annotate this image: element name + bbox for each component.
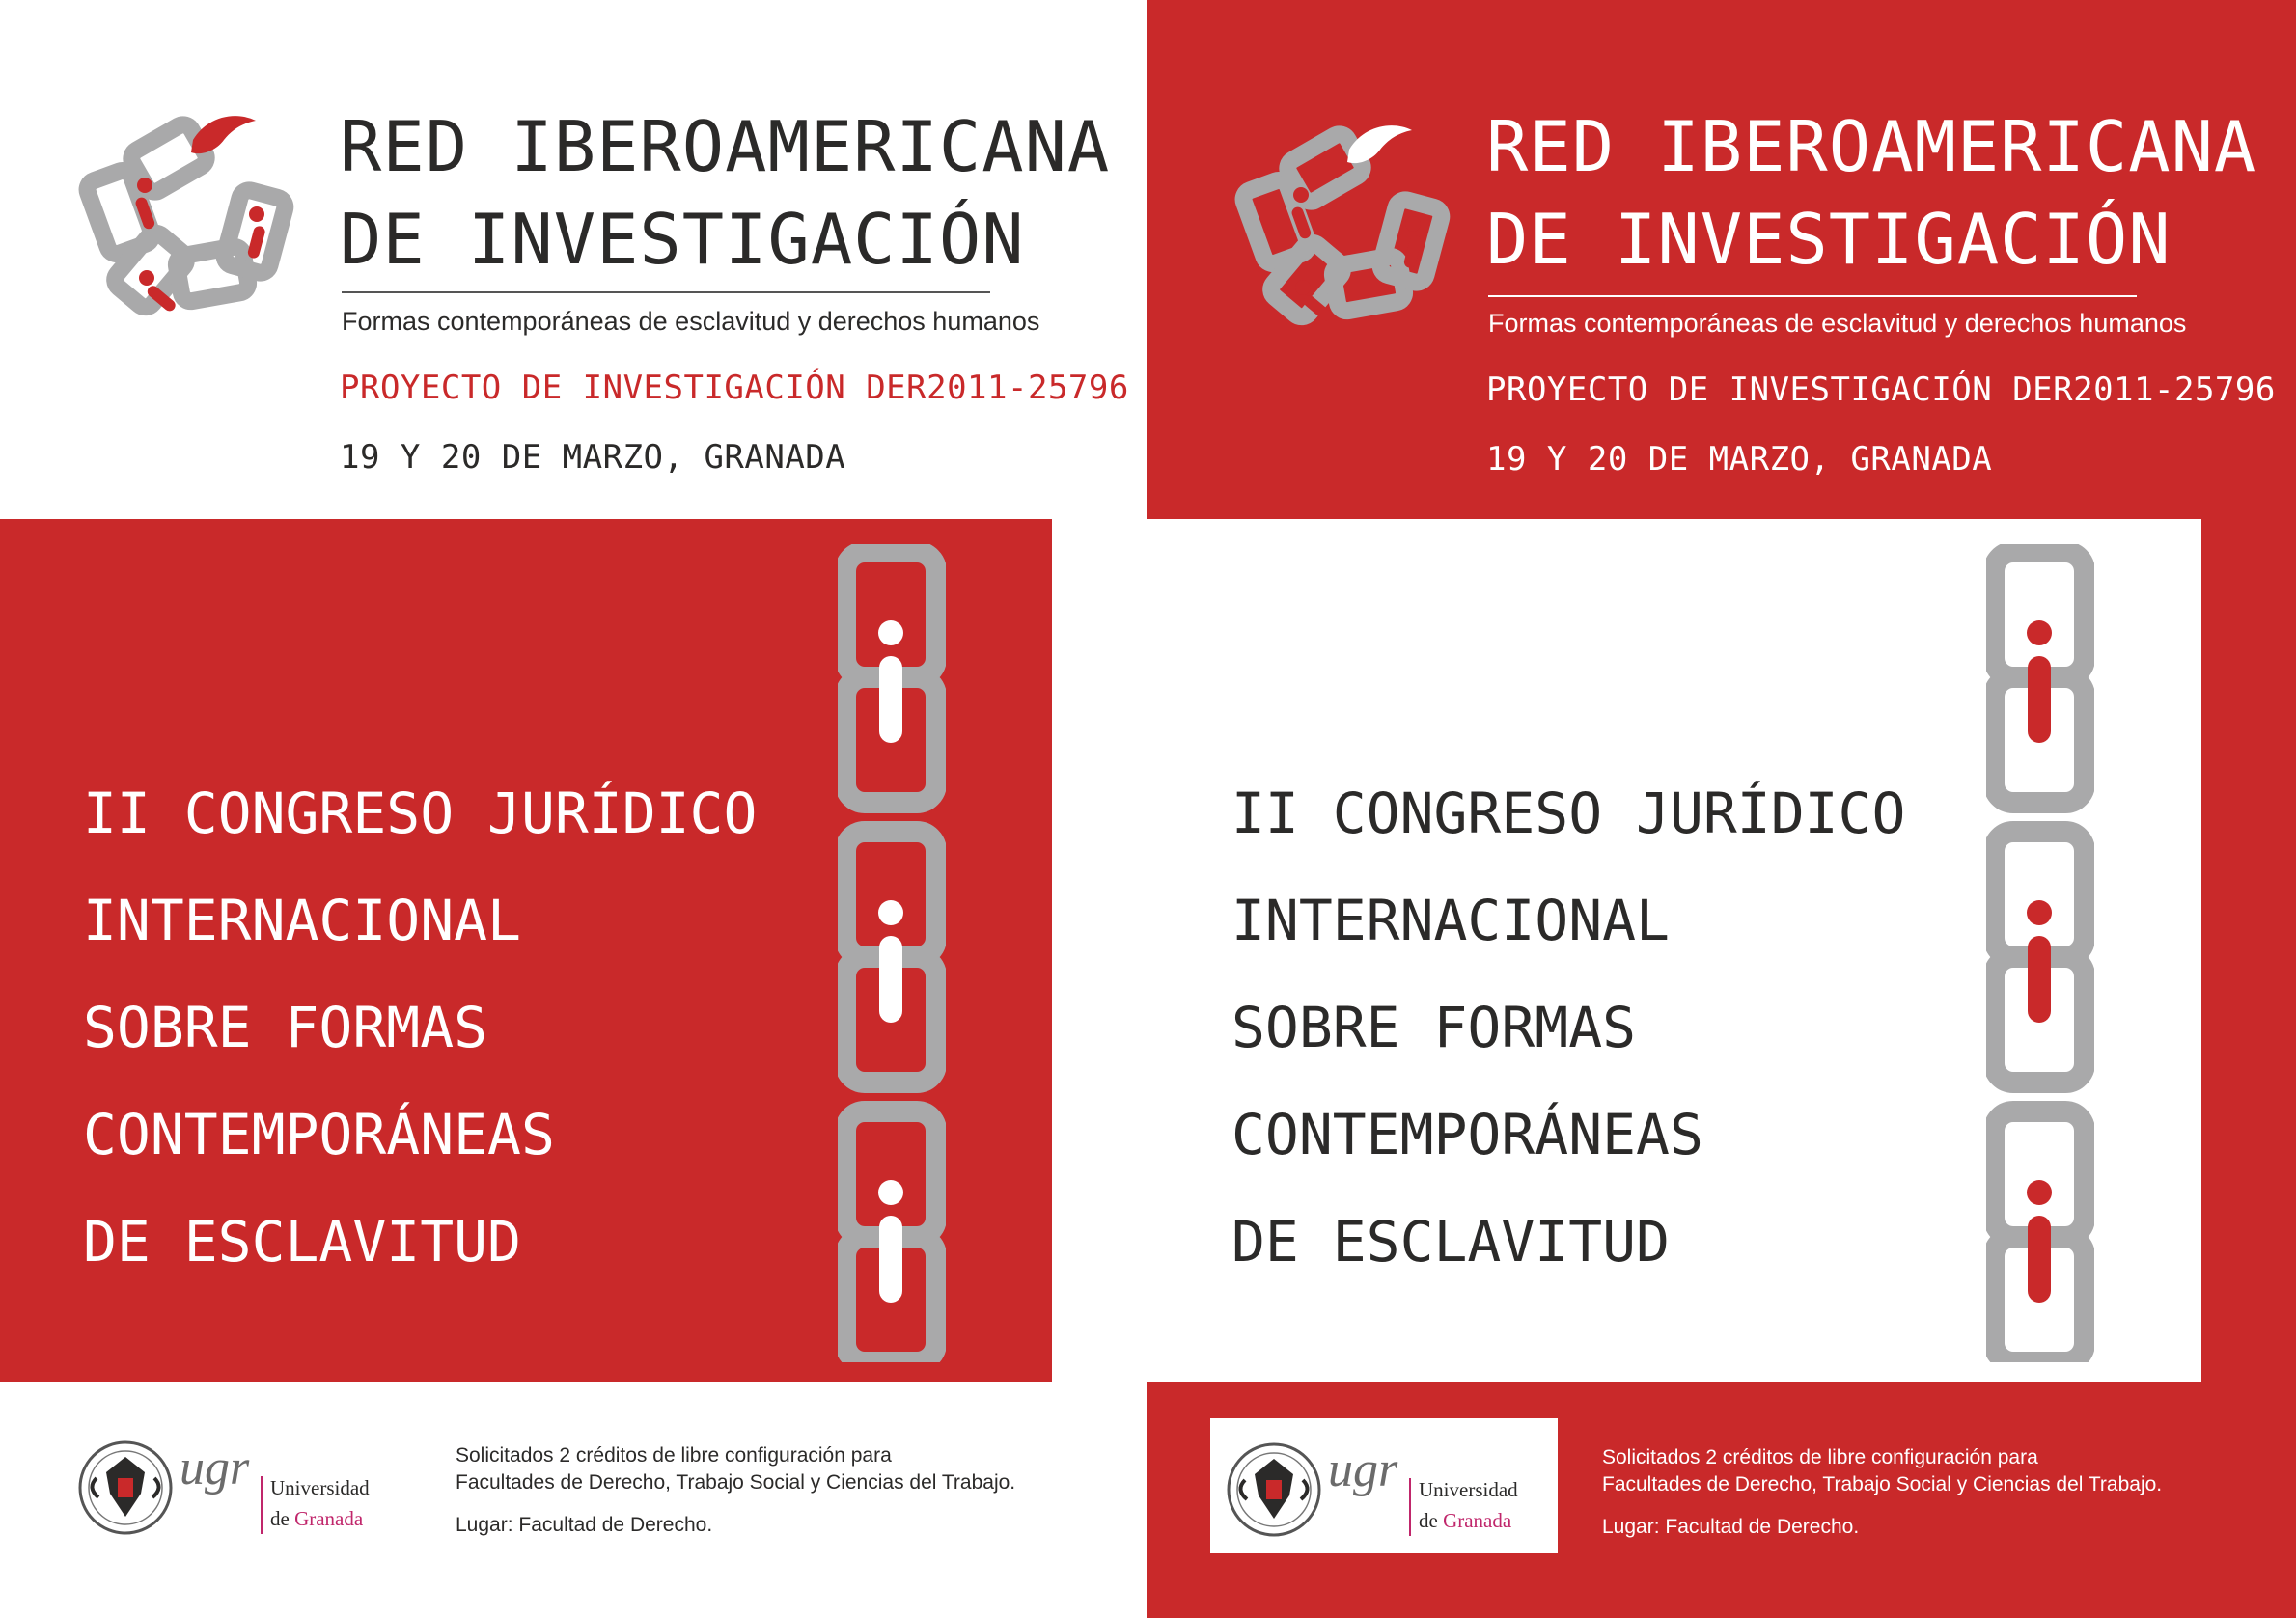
event-place: Lugar: Facultad de Derecho.	[1602, 1516, 1860, 1538]
ugr-logo	[77, 1440, 396, 1546]
ugr-logo-box	[1210, 1418, 1558, 1553]
ugr-name-line1: Universidad	[270, 1476, 370, 1499]
right-footer	[1147, 1382, 2296, 1618]
chain-links-icon	[838, 544, 946, 1362]
left-congress-block	[0, 519, 1052, 1382]
left-panel	[0, 0, 1129, 1618]
congress-line4: CONTEMPORÁNEAS	[83, 1102, 555, 1167]
ugr-seal-icon	[1226, 1441, 1322, 1538]
right-panel	[1147, 0, 2296, 1618]
network-title-line2: DE INVESTIGACIÓN	[340, 199, 1025, 280]
congress-title	[1231, 760, 1905, 1296]
project-code: PROYECTO DE INVESTIGACIÓN DER2011-25796	[340, 369, 1129, 407]
project-code: PROYECTO DE INVESTIGACIÓN DER2011-25796	[1486, 370, 2276, 409]
ugr-name-line2: de Granada	[1419, 1509, 1512, 1532]
network-subtitle: Formas contemporáneas de esclavitud y derechos humanos	[1488, 309, 2187, 338]
ugr-name-line2: de Granada	[270, 1507, 364, 1530]
network-title-line1: RED IBEROAMERICANA	[340, 106, 1111, 187]
credits-line1: Solicitados 2 créditos de libre configuración para	[456, 1444, 892, 1467]
ugr-logo	[1226, 1441, 1544, 1548]
credits-line2: Facultades de Derecho, Trabajo Social y Ciencias del Trabajo.	[456, 1471, 1016, 1494]
ugr-acronym: ugr	[1328, 1442, 1398, 1497]
congress-line2: INTERNACIONAL	[83, 888, 521, 953]
ugr-name-line1: Universidad	[1419, 1478, 1518, 1501]
congress-line3: SOBRE FORMAS	[1231, 995, 1637, 1060]
right-congress-block	[1147, 519, 2201, 1382]
event-place: Lugar: Facultad de Derecho.	[456, 1514, 713, 1536]
congress-line5: DE ESCLAVITUD	[1231, 1209, 1670, 1275]
credits-line1: Solicitados 2 créditos de libre configuración para	[1602, 1446, 2038, 1468]
chain-links-icon	[1986, 544, 2094, 1362]
ugr-divider	[1409, 1478, 1411, 1536]
chain-circle-logo-icon	[1233, 106, 1455, 357]
ugr-seal-icon	[77, 1440, 174, 1536]
divider	[1488, 295, 2137, 297]
congress-title	[83, 760, 757, 1296]
left-footer	[0, 1382, 1052, 1618]
congress-line4: CONTEMPORÁNEAS	[1231, 1102, 1703, 1167]
left-header	[0, 0, 1129, 519]
congress-line5: DE ESCLAVITUD	[83, 1209, 521, 1275]
credits-line2: Facultades de Derecho, Trabajo Social y Ciencias del Trabajo.	[1602, 1473, 2163, 1495]
congress-line1: II CONGRESO JURÍDICO	[1231, 781, 1906, 846]
divider	[342, 291, 990, 293]
congress-line1: II CONGRESO JURÍDICO	[83, 781, 758, 846]
congress-line2: INTERNACIONAL	[1231, 888, 1670, 953]
network-title-line2: DE INVESTIGACIÓN	[1486, 199, 2172, 280]
ugr-acronym: ugr	[180, 1440, 250, 1495]
network-title-line1: RED IBEROAMERICANA	[1486, 106, 2257, 187]
event-date: 19 Y 20 DE MARZO, GRANADA	[340, 438, 846, 477]
congress-line3: SOBRE FORMAS	[83, 995, 488, 1060]
event-date: 19 Y 20 DE MARZO, GRANADA	[1486, 440, 1993, 479]
ugr-divider	[261, 1476, 263, 1534]
chain-circle-logo-icon	[77, 96, 299, 347]
right-header	[1147, 0, 2296, 519]
network-subtitle: Formas contemporáneas de esclavitud y derechos humanos	[342, 307, 1040, 336]
